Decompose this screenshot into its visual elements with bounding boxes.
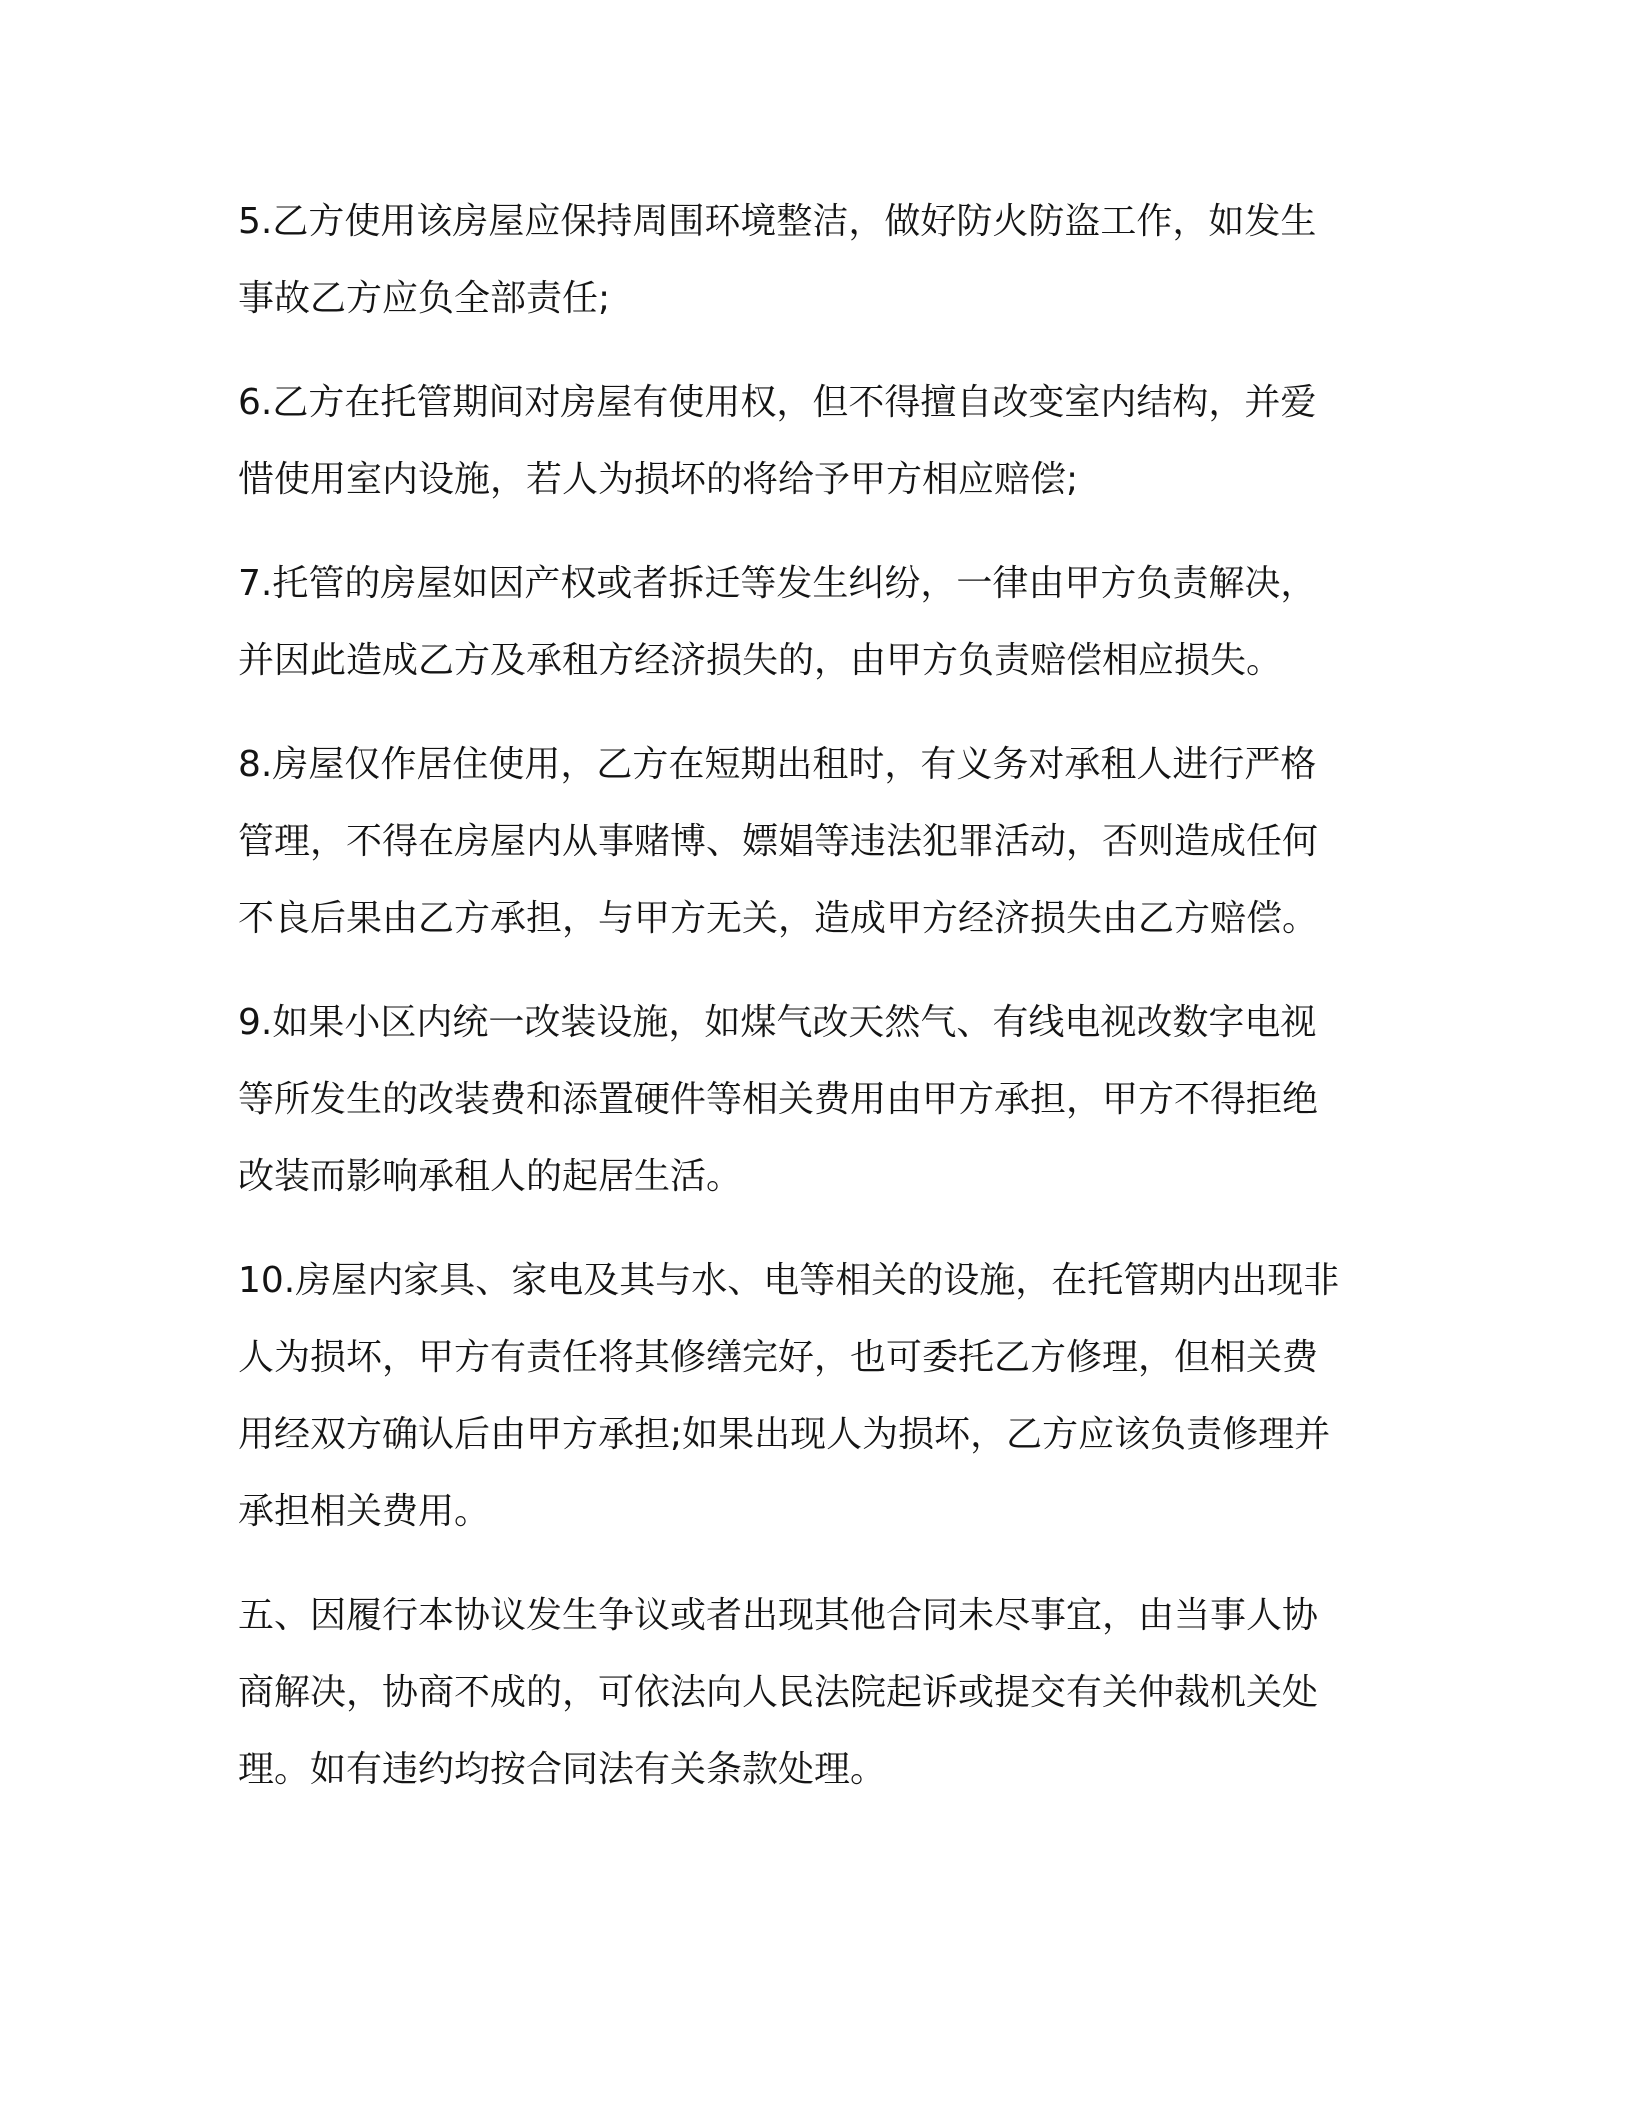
- clause-9: [238, 984, 1388, 1215]
- clause-7: [238, 545, 1388, 699]
- text-line: 用经双方确认后由甲方承担;如果出现人为损坏，乙方应该负责修理并: [238, 1414, 1331, 1455]
- text-line: 承担相关费用。: [238, 1491, 491, 1532]
- text-line: 理。如有违约均按合同法有关条款处理。: [238, 1749, 887, 1790]
- clause-5: [238, 183, 1388, 337]
- text-line: 6.乙方在托管期间对房屋有使用权，但不得擅自改变室内结构，并爱: [238, 382, 1317, 423]
- text-line: 惜使用室内设施，若人为损坏的将给予甲方相应赔偿;: [238, 459, 1079, 500]
- clause-10: [238, 1242, 1388, 1550]
- text-line: 5.乙方使用该房屋应保持周围环境整洁，做好防火防盗工作，如发生: [238, 201, 1317, 242]
- text-line: 改装而影响承租人的起居生活。: [238, 1156, 743, 1197]
- clause-6: [238, 364, 1388, 518]
- text-line: 管理，不得在房屋内从事赌博、嫖娼等违法犯罪活动，否则造成任何: [238, 821, 1319, 862]
- text-line: 10.房屋内家具、家电及其与水、电等相关的设施，在托管期内出现非: [238, 1260, 1340, 1301]
- section-5-dispute-resolution: [238, 1577, 1388, 1808]
- text-line: 不良后果由乙方承担，与甲方无关，造成甲方经济损失由乙方赔偿。: [238, 898, 1319, 939]
- text-line: 7.托管的房屋如因产权或者拆迁等发生纠纷，一律由甲方负责解决，: [238, 563, 1317, 604]
- text-line: 并因此造成乙方及承租方经济损失的，由甲方负责赔偿相应损失。: [238, 640, 1283, 681]
- text-line: 商解决，协商不成的，可依法向人民法院起诉或提交有关仲裁机关处: [238, 1672, 1319, 1713]
- text-line: 五、因履行本协议发生争议或者出现其他合同未尽事宜，由当事人协: [238, 1595, 1319, 1636]
- text-line: 人为损坏，甲方有责任将其修缮完好，也可委托乙方修理，但相关费: [238, 1337, 1319, 1378]
- clause-8: [238, 726, 1388, 957]
- text-line: 8.房屋仅作居住使用，乙方在短期出租时，有义务对承租人进行严格: [238, 744, 1317, 785]
- text-line: 等所发生的改装费和添置硬件等相关费用由甲方承担，甲方不得拒绝: [238, 1079, 1319, 1120]
- text-line: 事故乙方应负全部责任;: [238, 278, 611, 319]
- document-body: [238, 183, 1388, 1835]
- text-line: 9.如果小区内统一改装设施，如煤气改天然气、有线电视改数字电视: [238, 1002, 1317, 1043]
